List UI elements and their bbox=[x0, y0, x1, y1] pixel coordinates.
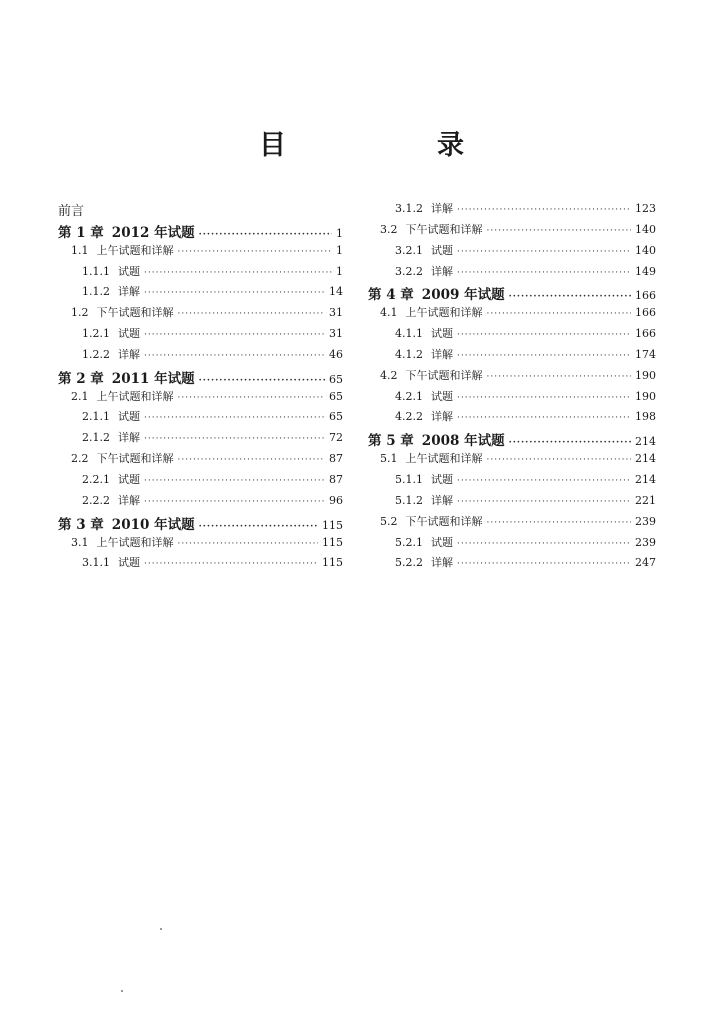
dot-leader bbox=[457, 476, 631, 486]
toc-entry-number: 5.2.1 bbox=[395, 535, 423, 549]
toc-entry-label bbox=[82, 554, 140, 570]
toc-chapter-entry bbox=[58, 513, 343, 534]
dot-leader bbox=[487, 309, 632, 319]
toc-entry-number: 4.2.1 bbox=[395, 389, 423, 403]
toc-entry-title: 试题 bbox=[118, 472, 140, 486]
toc-chapter-entry bbox=[58, 367, 343, 388]
toc-entry bbox=[58, 534, 343, 555]
toc-entry bbox=[58, 408, 343, 429]
toc-entry-label bbox=[395, 242, 453, 258]
dot-leader bbox=[487, 518, 632, 528]
toc-entry-title: 试题 bbox=[118, 327, 140, 341]
toc-entry bbox=[368, 492, 656, 513]
toc-entry-number: 1.1.2 bbox=[82, 285, 110, 299]
toc-page-number: 214 bbox=[635, 452, 656, 466]
toc-entry-title: 试题 bbox=[118, 264, 140, 278]
toc-entry bbox=[368, 534, 656, 555]
toc-entry-label bbox=[368, 429, 505, 449]
toc-entry-number: 2.2.2 bbox=[82, 493, 110, 507]
toc-entry-label bbox=[82, 283, 140, 299]
toc-entry-label bbox=[395, 534, 453, 550]
dot-leader bbox=[457, 268, 631, 278]
toc-page-number: 31 bbox=[329, 306, 343, 320]
toc-page-number: 87 bbox=[329, 472, 343, 486]
dot-leader bbox=[178, 539, 319, 549]
toc-entry-label bbox=[82, 429, 140, 445]
toc-page-number: 65 bbox=[329, 372, 343, 386]
dot-leader bbox=[144, 330, 325, 340]
dot-leader bbox=[457, 247, 631, 257]
toc-entry-number: 3.2.2 bbox=[395, 264, 423, 278]
dot-leader bbox=[457, 330, 631, 340]
toc-entry bbox=[58, 242, 343, 263]
toc-entry bbox=[58, 554, 343, 575]
toc-entry-title: 试题 bbox=[431, 243, 453, 257]
dot-leader bbox=[144, 351, 325, 361]
dot-leader bbox=[457, 539, 631, 549]
toc-entry-number: 5.1.1 bbox=[395, 472, 423, 486]
toc-entry bbox=[58, 450, 343, 471]
toc-entry-label bbox=[395, 554, 453, 570]
toc-entry-title: 详解 bbox=[118, 285, 140, 299]
toc-entry-title: 详解 bbox=[118, 493, 140, 507]
toc-entry-title: 试题 bbox=[118, 410, 140, 424]
dot-leader bbox=[457, 413, 631, 423]
dot-leader bbox=[509, 438, 631, 448]
toc-chapter-entry bbox=[368, 429, 656, 450]
toc-entry-title: 前言 bbox=[58, 204, 85, 219]
dot-leader bbox=[144, 268, 332, 278]
toc-entry bbox=[58, 325, 343, 346]
toc-entry-title: 试题 bbox=[431, 472, 453, 486]
toc-entry-title: 详解 bbox=[431, 202, 453, 215]
dot-leader bbox=[487, 226, 632, 236]
toc-entry bbox=[368, 221, 656, 242]
toc-entry-label bbox=[380, 221, 483, 237]
toc-entry-label bbox=[380, 304, 483, 320]
toc-page-number: 198 bbox=[635, 410, 656, 424]
toc-entry-label bbox=[380, 367, 483, 383]
dot-leader bbox=[178, 247, 333, 257]
toc-entry-label bbox=[395, 492, 453, 508]
toc-entry-label bbox=[82, 408, 140, 424]
toc-entry bbox=[58, 200, 343, 221]
toc-entry bbox=[368, 200, 656, 221]
toc-entry-label bbox=[71, 304, 174, 320]
dot-leader bbox=[487, 372, 632, 382]
dot-leader bbox=[178, 393, 326, 403]
toc-entry bbox=[368, 388, 656, 409]
toc-entry-title: 2009 年试题 bbox=[421, 287, 505, 304]
toc-page-number: 247 bbox=[635, 556, 656, 570]
toc-entry-title: 详解 bbox=[431, 347, 453, 361]
toc-entry-number: 4.1.2 bbox=[395, 347, 423, 361]
toc-entry-label bbox=[71, 242, 174, 258]
toc-chapter-entry bbox=[368, 283, 656, 304]
toc-page-number: 174 bbox=[635, 347, 656, 361]
toc-entry-title: 2010 年试题 bbox=[111, 516, 195, 533]
dot-leader bbox=[457, 497, 631, 507]
toc-entry-number: 4.2 bbox=[380, 368, 398, 382]
toc-page-number: 239 bbox=[635, 514, 656, 528]
toc-entry-title: 详解 bbox=[431, 410, 453, 424]
toc-entry-number: 2.2.1 bbox=[82, 472, 110, 486]
toc-entry-number: 3.1.2 bbox=[395, 202, 423, 215]
toc-entry-label bbox=[395, 408, 453, 424]
toc-entry-number: 5.2.2 bbox=[395, 556, 423, 570]
toc-entry bbox=[368, 450, 656, 471]
toc-entry bbox=[368, 408, 656, 429]
scan-speck bbox=[121, 990, 123, 992]
toc-page-number: 65 bbox=[329, 389, 343, 403]
toc-page-number: 214 bbox=[635, 435, 656, 449]
toc-entry-number: 5.1 bbox=[380, 452, 398, 466]
toc-chapter-entry bbox=[58, 221, 343, 242]
toc-page-number: 123 bbox=[635, 202, 656, 215]
toc-entry bbox=[368, 304, 656, 325]
dot-leader bbox=[144, 413, 325, 423]
toc-entry-title: 2008 年试题 bbox=[421, 433, 505, 450]
toc-entry bbox=[58, 346, 343, 367]
dot-leader bbox=[144, 434, 325, 444]
toc-page-number: 115 bbox=[322, 535, 343, 549]
toc-entry-label bbox=[395, 200, 453, 216]
toc-entry-title: 详解 bbox=[118, 347, 140, 361]
dot-leader bbox=[178, 455, 326, 465]
toc-entry-label bbox=[58, 367, 195, 387]
toc-entry-label bbox=[380, 450, 483, 466]
dot-leader bbox=[178, 309, 326, 319]
toc-entry bbox=[368, 242, 656, 263]
toc-entry-number: 2.1 bbox=[71, 389, 89, 403]
toc-entry-number: 3.2 bbox=[380, 222, 398, 236]
scan-speck bbox=[160, 928, 162, 930]
toc-entry-title: 下午试题和详解 bbox=[405, 514, 483, 528]
toc-entry-title: 详解 bbox=[431, 264, 453, 278]
toc-entry bbox=[368, 471, 656, 492]
toc-entry-number: 4.1 bbox=[380, 306, 398, 320]
toc-entry-number: 5.2 bbox=[380, 514, 398, 528]
toc-entry-label bbox=[395, 346, 453, 362]
toc-entry-title: 上午试题和详解 bbox=[405, 306, 483, 320]
dot-leader bbox=[457, 351, 631, 361]
toc-entry-number: 1.2.2 bbox=[82, 347, 110, 361]
toc-page-number: 166 bbox=[635, 327, 656, 341]
toc-entry-label bbox=[395, 325, 453, 341]
toc-entry-number: 1.1 bbox=[71, 243, 89, 257]
dot-leader bbox=[509, 292, 631, 302]
toc-entry-number: 4.2.2 bbox=[395, 410, 423, 424]
toc-left-column bbox=[58, 200, 343, 575]
dot-leader bbox=[457, 559, 631, 569]
toc-page-number: 115 bbox=[322, 556, 343, 570]
toc-entry-label bbox=[71, 388, 174, 404]
dot-leader bbox=[199, 376, 325, 386]
toc-page-number: 190 bbox=[635, 368, 656, 382]
dot-leader bbox=[199, 522, 318, 532]
toc-page-number: 140 bbox=[635, 243, 656, 257]
toc-entry-title: 2012 年试题 bbox=[111, 224, 195, 241]
toc-entry-label bbox=[395, 388, 453, 404]
toc-page-number: 1 bbox=[336, 264, 343, 278]
toc-entry-label bbox=[71, 534, 174, 550]
toc-entry bbox=[58, 471, 343, 492]
dot-leader bbox=[144, 497, 325, 507]
toc-entry bbox=[58, 283, 343, 304]
toc-entry-number: 3.1.1 bbox=[82, 556, 110, 570]
toc-page-number: 115 bbox=[322, 518, 343, 532]
toc-entry-label bbox=[58, 513, 195, 533]
toc-entry-number: 1.2 bbox=[71, 306, 89, 320]
toc-page-number: 221 bbox=[635, 493, 656, 507]
toc-entry-label bbox=[82, 325, 140, 341]
toc-right-column bbox=[368, 200, 656, 575]
toc-entry-title: 2011 年试题 bbox=[111, 370, 195, 387]
toc-entry bbox=[58, 263, 343, 284]
toc-entry bbox=[368, 325, 656, 346]
toc-entry-label bbox=[58, 200, 84, 219]
toc-entry-title: 详解 bbox=[118, 431, 140, 445]
dot-leader bbox=[457, 205, 631, 215]
toc-entry-title: 上午试题和详解 bbox=[96, 243, 174, 257]
toc-entry-number: 3.2.1 bbox=[395, 243, 423, 257]
toc-entry-number: 2.2 bbox=[71, 452, 89, 466]
toc-entry-number: 4.1.1 bbox=[395, 327, 423, 341]
toc-entry-label bbox=[82, 492, 140, 508]
toc-entry bbox=[58, 304, 343, 325]
dot-leader bbox=[144, 476, 325, 486]
toc-entry-title: 试题 bbox=[431, 389, 453, 403]
toc-entry-title: 下午试题和详解 bbox=[96, 452, 174, 466]
toc-entry-number: 第 2 章 bbox=[58, 370, 104, 387]
toc-entry-title: 上午试题和详解 bbox=[405, 452, 483, 466]
toc-entry bbox=[58, 492, 343, 513]
toc-entry bbox=[368, 513, 656, 534]
toc-entry-title: 试题 bbox=[118, 556, 140, 570]
toc-page-number: 72 bbox=[329, 431, 343, 445]
toc-entry bbox=[368, 367, 656, 388]
toc-page-number: 1 bbox=[336, 243, 343, 257]
toc-page-number: 14 bbox=[329, 285, 343, 299]
dot-leader bbox=[144, 559, 318, 569]
toc-page-number: 46 bbox=[329, 347, 343, 361]
toc-page-number: 214 bbox=[635, 472, 656, 486]
toc-entry-label bbox=[82, 346, 140, 362]
toc-entry-label bbox=[395, 471, 453, 487]
toc-entry bbox=[58, 429, 343, 450]
toc-entry-title: 下午试题和详解 bbox=[96, 306, 174, 320]
toc-entry bbox=[368, 554, 656, 575]
toc-page-number: 65 bbox=[329, 410, 343, 424]
toc-entry-title: 试题 bbox=[431, 535, 453, 549]
page-title: 目 录 bbox=[259, 130, 526, 161]
toc-entry-number: 第 1 章 bbox=[58, 224, 104, 241]
toc-entry-title: 详解 bbox=[431, 493, 453, 507]
toc-page-number: 140 bbox=[635, 222, 656, 236]
dot-leader bbox=[199, 230, 332, 240]
dot-leader bbox=[457, 393, 631, 403]
toc-entry-label bbox=[368, 283, 505, 303]
toc-entry-title: 详解 bbox=[431, 556, 453, 570]
dot-leader bbox=[144, 288, 325, 298]
toc-entry-number: 5.1.2 bbox=[395, 493, 423, 507]
toc-entry-number: 第 5 章 bbox=[368, 433, 414, 450]
toc-page-number: 96 bbox=[329, 493, 343, 507]
toc-entry-title: 试题 bbox=[431, 327, 453, 341]
toc-entry-number: 2.1.1 bbox=[82, 410, 110, 424]
toc-entry-title: 上午试题和详解 bbox=[96, 535, 174, 549]
toc-entry-label bbox=[380, 513, 483, 529]
toc-page-number: 1 bbox=[336, 226, 343, 240]
toc-entry bbox=[368, 346, 656, 367]
toc-entry-label bbox=[71, 450, 174, 466]
dot-leader bbox=[487, 455, 632, 465]
toc-entry-number: 2.1.2 bbox=[82, 431, 110, 445]
toc-page-number: 87 bbox=[329, 452, 343, 466]
toc-page-number: 31 bbox=[329, 327, 343, 341]
toc-entry-label bbox=[82, 263, 140, 279]
toc-entry-title: 下午试题和详解 bbox=[405, 222, 483, 236]
toc-page-number: 190 bbox=[635, 389, 656, 403]
toc-entry-number: 1.2.1 bbox=[82, 327, 110, 341]
toc-entry-number: 第 4 章 bbox=[368, 287, 414, 304]
toc-entry bbox=[58, 388, 343, 409]
toc-page-number: 149 bbox=[635, 264, 656, 278]
toc-entry-number: 3.1 bbox=[71, 535, 89, 549]
toc-page-number: 166 bbox=[635, 289, 656, 303]
toc-entry bbox=[368, 263, 656, 284]
toc-entry-label bbox=[82, 471, 140, 487]
toc-page-number: 166 bbox=[635, 306, 656, 320]
toc-entry-label bbox=[58, 221, 195, 241]
toc-entry-number: 1.1.1 bbox=[82, 264, 110, 278]
toc-entry-title: 上午试题和详解 bbox=[96, 389, 174, 403]
toc-entry-number: 第 3 章 bbox=[58, 516, 104, 533]
toc-page-number: 239 bbox=[635, 535, 656, 549]
toc-entry-label bbox=[395, 263, 453, 279]
toc-entry-title: 下午试题和详解 bbox=[405, 368, 483, 382]
